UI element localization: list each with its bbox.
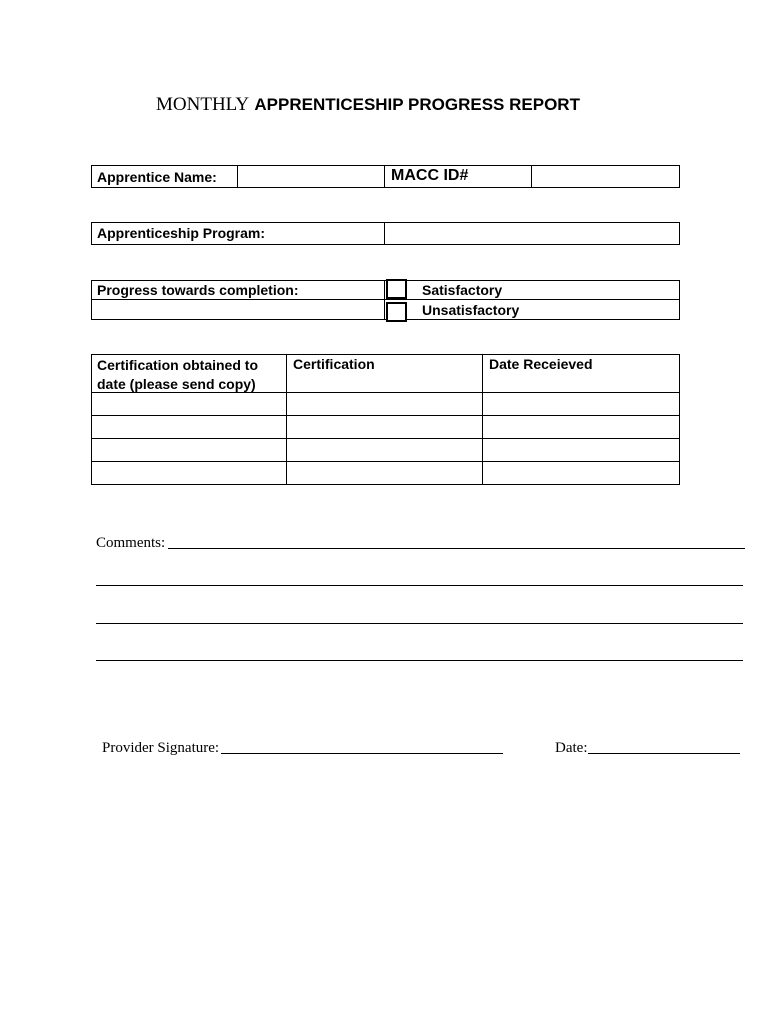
unsatisfactory-checkbox[interactable] (386, 302, 407, 322)
table-cell[interactable] (288, 439, 481, 461)
date-label: Date: (555, 740, 588, 756)
table-header-obtained: Certification obtained to date (please send copy) (97, 357, 258, 392)
program-label: Apprenticeship Program: (97, 225, 266, 241)
table-cell[interactable] (288, 393, 481, 415)
divider (531, 165, 532, 188)
divider (384, 280, 385, 320)
macc-id-field[interactable] (533, 166, 679, 187)
progress-label: Progress towards completion: (97, 282, 299, 298)
table-cell[interactable] (484, 416, 679, 438)
apprentice-name-field[interactable] (239, 166, 383, 187)
table-cell[interactable] (484, 439, 679, 461)
provider-signature-label: Provider Signature: (102, 740, 220, 756)
unsatisfactory-label: Unsatisfactory (422, 302, 520, 318)
program-field[interactable] (386, 223, 679, 244)
satisfactory-checkbox[interactable] (386, 279, 407, 299)
divider (286, 354, 287, 485)
table-cell[interactable] (92, 439, 285, 461)
divider (237, 165, 238, 188)
table-cell[interactable] (484, 462, 679, 484)
comments-line[interactable] (168, 548, 745, 549)
divider (482, 354, 483, 485)
page-title (156, 94, 580, 116)
satisfactory-label: Satisfactory (422, 282, 503, 298)
table-cell[interactable] (92, 393, 285, 415)
divider (91, 299, 680, 300)
table-cell[interactable] (484, 393, 679, 415)
divider (384, 222, 385, 245)
title-part-report: APPRENTICESHIP PROGRESS REPORT (254, 95, 580, 114)
table-header-certification: Certification (293, 356, 375, 372)
table-cell[interactable] (92, 416, 285, 438)
table-cell[interactable] (288, 416, 481, 438)
comments-line[interactable] (96, 660, 743, 661)
table-cell[interactable] (288, 462, 481, 484)
apprentice-name-label: Apprentice Name: (97, 169, 217, 185)
comments-line[interactable] (96, 585, 743, 586)
divider (384, 165, 385, 188)
macc-id-label: MACC ID# (391, 167, 469, 184)
table-header-date-received: Date Receieved (489, 356, 593, 372)
title-part-monthly: MONTHLY (156, 94, 250, 115)
comments-label: Comments: (96, 535, 166, 551)
date-line[interactable] (588, 753, 740, 754)
comments-line[interactable] (96, 623, 743, 624)
provider-signature-line[interactable] (221, 753, 503, 754)
table-cell[interactable] (92, 462, 285, 484)
